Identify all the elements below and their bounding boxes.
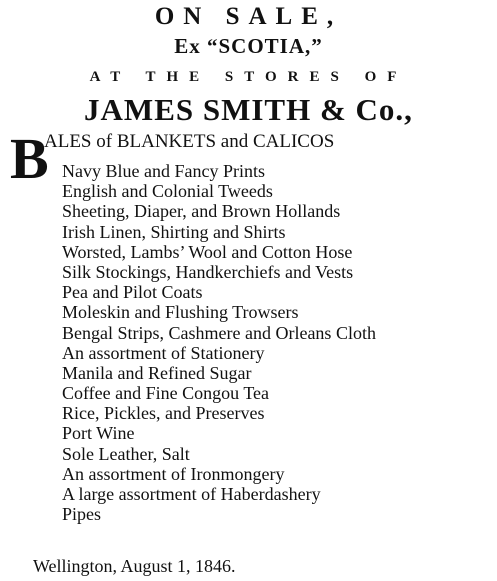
list-item: Silk Stockings, Handkerchiefs and Vests	[62, 261, 354, 282]
list-item: Rice, Pickles, and Preserves	[62, 403, 265, 424]
list-item: Irish Linen, Shirting and Shirts	[62, 221, 286, 242]
list-item: Coffee and Fine Congou Tea	[62, 383, 270, 404]
heading-at-stores: AT THE STORES OF	[89, 69, 408, 85]
list-item: Pipes	[62, 504, 102, 525]
list-item: Port Wine	[62, 423, 135, 444]
heading-ship-name: Ex “SCOTIA,”	[174, 34, 323, 58]
list-item: Worsted, Lambs’ Wool and Cotton Hose	[62, 241, 353, 262]
first-line: ALES of BLANKETS and CALICOS	[44, 131, 335, 152]
place-and-date: Wellington, August 1, 1846.	[33, 556, 236, 576]
list-item: Navy Blue and Fancy Prints	[62, 161, 265, 181]
list-item: A large assortment of Haberdashery	[62, 484, 321, 504]
list-item: Manila and Refined Sugar	[62, 362, 252, 383]
list-item: Pea and Pilot Coats	[62, 282, 203, 303]
list-item: Sheeting, Diaper, and Brown Hollands	[62, 201, 341, 222]
list-item: An assortment of Stationery	[62, 342, 265, 363]
heading-on-sale: ON SALE,	[154, 3, 343, 30]
list-item: Moleskin and Flushing Trowsers	[62, 302, 299, 323]
list-item: Sole Leather, Salt	[62, 443, 190, 464]
merchant-name: JAMES SMITH & Co.,	[84, 92, 413, 127]
list-item: Bengal Strips, Cashmere and Orleans Cloth	[62, 322, 376, 343]
list-item: An assortment of Ironmongery	[62, 463, 285, 484]
drop-cap: B	[10, 126, 49, 191]
list-item: English and Colonial Tweeds	[62, 181, 273, 202]
goods-list	[62, 161, 497, 524]
